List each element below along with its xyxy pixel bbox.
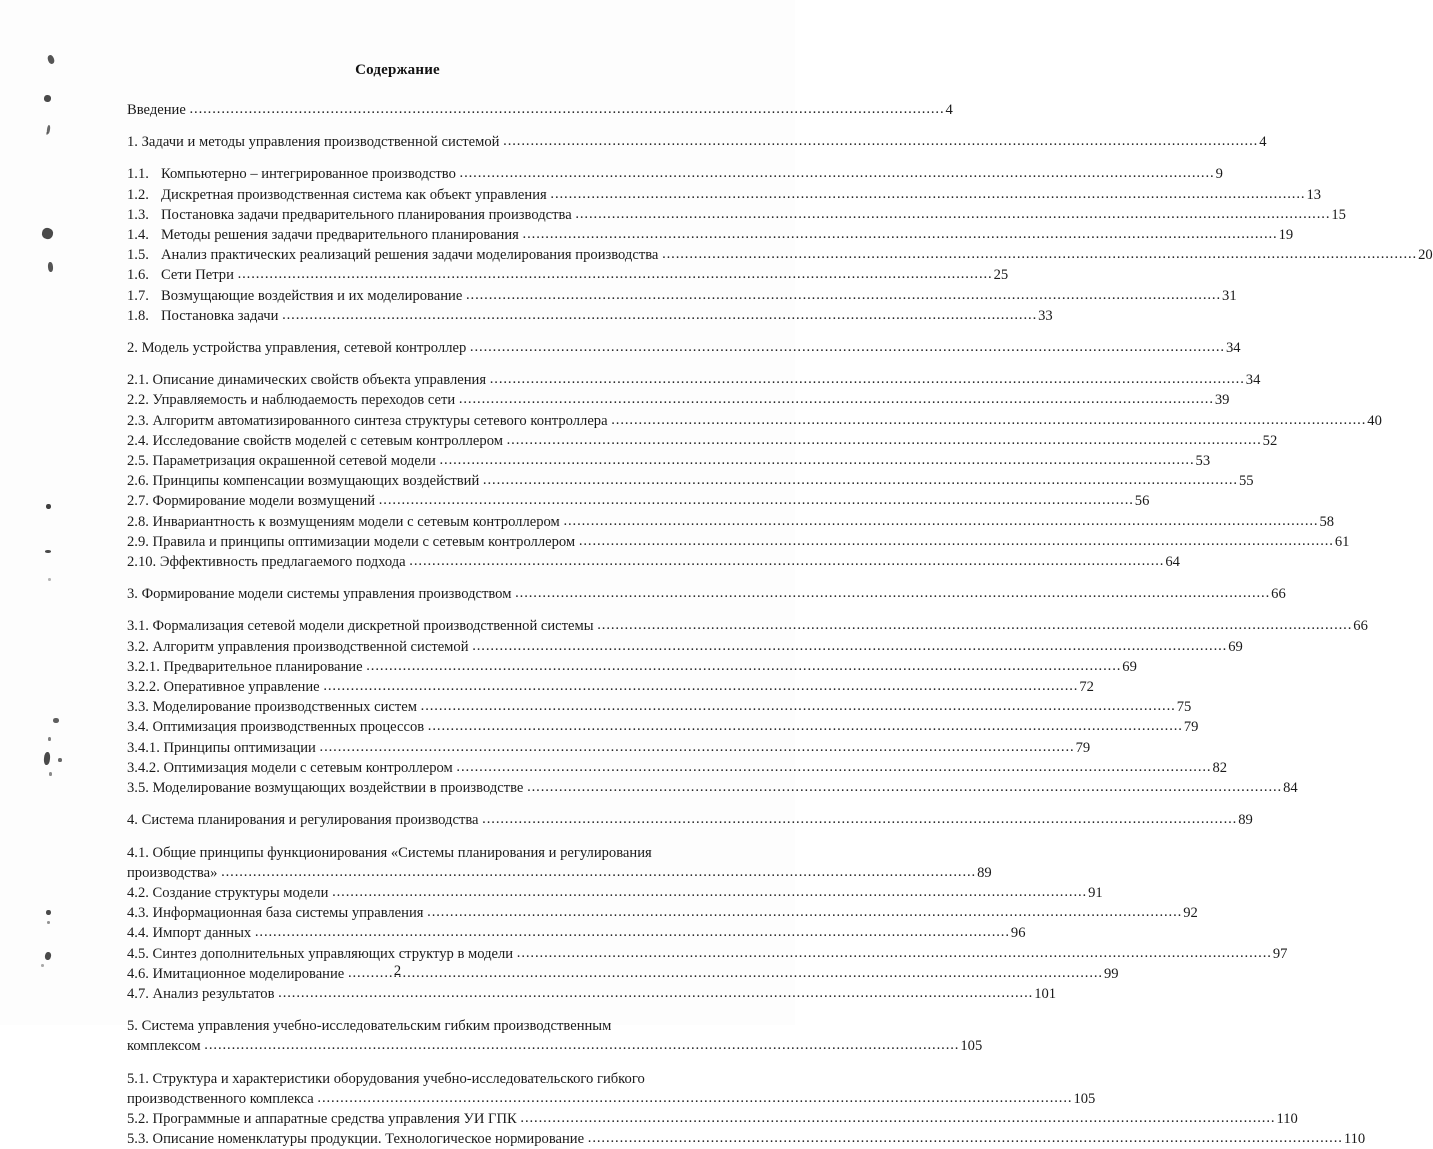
- toc-dot-leader: [490, 369, 1245, 389]
- toc-entry-label: Создание структуры модели: [152, 884, 329, 901]
- scan-speck: [46, 125, 50, 134]
- toc-entry-line: [127, 758, 1228, 778]
- toc-entry-line: [127, 390, 1230, 410]
- toc-entry-page: 15: [1331, 206, 1346, 223]
- toc-entry-page: 105: [1073, 1090, 1096, 1107]
- toc-entry[interactable]: [127, 286, 1237, 306]
- toc-entry-page: 19: [1278, 227, 1294, 244]
- toc-entry-label: Имитационное моделирование: [152, 965, 345, 982]
- toc-entry-number: 2.3.: [127, 412, 149, 429]
- toc-entry-line: [127, 903, 1198, 923]
- toc-entry-page: 89: [977, 864, 992, 881]
- toc-entry[interactable]: [127, 185, 1322, 205]
- toc-entry-page: 40: [1367, 412, 1382, 429]
- toc-dot-leader: [611, 410, 1366, 430]
- toc-entry-label: Формализация сетевой модели дискретной производственной системы: [152, 618, 594, 635]
- toc-entry-number: 5.1.: [127, 1070, 149, 1087]
- toc-entry-line: [127, 717, 1199, 737]
- toc-dot-leader: [563, 511, 1318, 531]
- toc-entry-page: 34: [1245, 372, 1261, 389]
- toc-entry-label: Модель устройства управления, сетевой контроллер: [141, 340, 467, 357]
- toc-entry[interactable]: [127, 923, 1026, 943]
- toc-entry-number: 1.8.: [127, 307, 149, 324]
- toc-entry-label: Управляемость и наблюдаемость переходов сети: [152, 392, 456, 409]
- toc-dot-leader: [421, 696, 1176, 716]
- toc-entry-page: 25: [993, 267, 1009, 284]
- toc-entry-line: [127, 411, 1382, 431]
- toc-entry-page: 110: [1343, 1131, 1366, 1148]
- toc-entry-number: 4.6.: [127, 965, 149, 982]
- toc-entry[interactable]: [127, 338, 1241, 358]
- toc-entry-number: 3.: [127, 586, 138, 603]
- toc-dot-leader: [503, 131, 1258, 151]
- toc-entry-number: 1.2.: [127, 186, 149, 203]
- toc-entry-number: 3.2.1.: [127, 658, 160, 675]
- toc-entry-label: Возмущающие воздействия и их моделирование: [161, 287, 463, 304]
- toc-entry-line: [127, 1016, 716, 1036]
- toc-entry[interactable]: [127, 512, 1335, 532]
- toc-dot-leader: [459, 389, 1214, 409]
- toc-dot-leader: [527, 777, 1282, 797]
- table-of-contents: [127, 100, 1433, 1149]
- toc-entry-page: 31: [1222, 287, 1237, 304]
- toc-entry-number: 3.4.2.: [127, 759, 160, 776]
- toc-entry-number: 4.7.: [127, 985, 149, 1002]
- toc-dot-leader: [238, 264, 993, 284]
- scan-speck: [53, 718, 59, 723]
- toc-dot-leader: [517, 943, 1272, 963]
- toc-dot-leader: [189, 99, 944, 119]
- toc-entry[interactable]: [127, 758, 1228, 778]
- toc-entry-number: 2.10.: [127, 554, 157, 571]
- toc-entry-label: Общие принципы функционирования «Системы планирования и регулирования: [152, 844, 652, 861]
- toc-dot-leader: [278, 983, 1033, 1003]
- toc-entry-label-cont: комплексом: [127, 1038, 201, 1055]
- toc-entry-number: 3.5.: [127, 780, 149, 797]
- toc-entry-page: 39: [1214, 392, 1230, 409]
- toc-entry-label: Импорт данных: [152, 925, 252, 942]
- toc-entry-label: Исследование свойств моделей с сетевым контроллером: [152, 432, 503, 449]
- toc-dot-leader: [588, 1128, 1343, 1148]
- toc-dot-leader: [575, 204, 1330, 224]
- toc-dot-leader: [662, 244, 1417, 264]
- toc-entry-number: 1.1.: [127, 166, 149, 183]
- toc-dot-leader: [466, 285, 1221, 305]
- toc-entry-page: 69: [1228, 638, 1243, 655]
- toc-entry-number: 3.4.: [127, 719, 149, 736]
- toc-entry[interactable]: [127, 616, 1368, 636]
- toc-entry[interactable]: [127, 132, 1267, 152]
- toc-entry-line: [127, 225, 1294, 245]
- toc-entry-number: 2.6.: [127, 473, 149, 490]
- toc-entry[interactable]: [127, 164, 1223, 184]
- scan-speck: [41, 227, 54, 240]
- toc-dot-leader: [507, 430, 1262, 450]
- toc-entry-label: Формирование модели системы управления производством: [141, 586, 512, 603]
- toc-entry-label: Сети Петри: [161, 267, 234, 284]
- toc-entry-page: 66: [1353, 618, 1368, 635]
- scan-speck: [46, 504, 51, 509]
- toc-entry-line: [127, 132, 1267, 152]
- toc-entry-line: [127, 491, 1150, 511]
- toc-entry-number: 3.4.1.: [127, 739, 160, 756]
- toc-entry-label: Синтез дополнительных управляющих структур в модели: [152, 945, 514, 962]
- toc-dot-leader: [470, 337, 1225, 357]
- toc-entry-number: 4.1.: [127, 844, 149, 861]
- toc-entry-page: 58: [1319, 513, 1335, 530]
- toc-entry-number: 1.7.: [127, 287, 149, 304]
- scan-speck: [44, 951, 52, 960]
- toc-dot-leader: [320, 737, 1075, 757]
- toc-entry[interactable]: [127, 205, 1346, 225]
- toc-entry-label: Моделирование производственных систем: [152, 699, 417, 716]
- toc-entry[interactable]: [127, 265, 1009, 285]
- toc-entry-line: [127, 738, 1091, 758]
- toc-entry-page: 79: [1183, 719, 1199, 736]
- toc-entry-line: [127, 431, 1278, 451]
- toc-entry-label: Алгоритм автоматизированного синтеза структуры сетевого контроллера: [152, 412, 608, 429]
- toc-entry-label: Принципы компенсации возмущающих воздействий: [152, 473, 480, 490]
- toc-entry-line: [127, 863, 992, 883]
- toc-entry-number: 4.3.: [127, 905, 149, 922]
- toc-dot-leader: [221, 862, 976, 882]
- toc-entry-page: 92: [1183, 905, 1198, 922]
- toc-entry-page: 82: [1212, 759, 1228, 776]
- toc-dot-leader: [460, 163, 1215, 183]
- toc-entry[interactable]: [127, 431, 1278, 451]
- toc-entry[interactable]: [127, 637, 1243, 657]
- toc-entry-label: Моделирование возмущающих воздействии в производстве: [152, 780, 524, 797]
- toc-dot-leader: [428, 716, 1183, 736]
- toc-entry-page: 52: [1262, 432, 1278, 449]
- toc-entry-page: 34: [1225, 340, 1241, 357]
- toc-entry-label: Оптимизация модели с сетевым контроллером: [163, 759, 453, 776]
- toc-entry-label: Методы решения задачи предварительного планирования: [161, 227, 519, 244]
- toc-entry-page: 13: [1306, 186, 1322, 203]
- toc-entry-label: Инвариантность к возмущениям модели с сетевым контроллером: [152, 513, 560, 530]
- toc-entry-line: [127, 286, 1237, 306]
- toc-entry-number: 2.7.: [127, 493, 149, 510]
- toc-dot-leader: [366, 656, 1121, 676]
- toc-entry-page: 84: [1283, 780, 1298, 797]
- toc-entry-page: 55: [1238, 473, 1254, 490]
- toc-entry-number: 1.3.: [127, 206, 149, 223]
- toc-entry[interactable]: [127, 370, 1261, 390]
- toc-dot-leader: [520, 1108, 1275, 1128]
- toc-entry-label: Дискретная производственная система как объект управления: [161, 186, 547, 203]
- toc-entry[interactable]: [127, 677, 1094, 697]
- toc-entry-label: Постановка задачи: [161, 307, 279, 324]
- toc-entry[interactable]: [127, 984, 1057, 1004]
- toc-entry-label-cont: производственного комплекса: [127, 1090, 314, 1107]
- toc-entry-label: Правила и принципы оптимизации модели с сетевым контроллером: [152, 533, 576, 550]
- toc-entry-number: 2.9.: [127, 533, 149, 550]
- toc-entry-number: 4.5.: [127, 945, 149, 962]
- scan-speck: [43, 752, 50, 765]
- toc-entry-page: 91: [1088, 884, 1103, 901]
- scan-speck: [47, 921, 50, 924]
- scan-speck: [43, 94, 51, 102]
- toc-entry-line: [127, 100, 953, 120]
- toc-entry[interactable]: [127, 225, 1294, 245]
- toc-entry[interactable]: [127, 491, 1150, 511]
- toc-entry[interactable]: [127, 411, 1382, 431]
- toc-entry-label: Формирование модели возмущений: [152, 493, 376, 510]
- toc-entry[interactable]: [127, 100, 953, 120]
- toc-dot-leader: [472, 636, 1227, 656]
- toc-entry-line: [127, 677, 1094, 697]
- toc-entry-label: Анализ результатов: [152, 985, 275, 1002]
- toc-entry-label: Оперативное управление: [163, 679, 320, 696]
- toc-dot-leader: [317, 1088, 1072, 1108]
- toc-entry-page: 96: [1010, 925, 1026, 942]
- toc-entry-number: 3.2.2.: [127, 679, 160, 696]
- toc-entry-page: 61: [1334, 533, 1350, 550]
- toc-entry[interactable]: [127, 1069, 1096, 1109]
- toc-entry-page: 75: [1176, 699, 1192, 716]
- toc-dot-leader: [482, 809, 1237, 829]
- toc-entry[interactable]: [127, 738, 1091, 758]
- toc-entry-page: 4: [1259, 134, 1267, 151]
- scan-speck: [48, 737, 51, 741]
- toc-entry-label: Система управления учебно-исследовательским гибким производственным: [141, 1018, 612, 1035]
- toc-entry-page: 97: [1272, 945, 1288, 962]
- scan-artifacts: [0, 0, 120, 1025]
- toc-entry-number: 2.5.: [127, 453, 149, 470]
- toc-entry-label: Постановка задачи предварительного планирования производства: [161, 206, 572, 223]
- toc-entry[interactable]: [127, 390, 1230, 410]
- toc-dot-leader: [483, 470, 1238, 490]
- toc-dot-leader: [282, 305, 1037, 325]
- toc-entry-page: 20: [1418, 247, 1433, 264]
- toc-entry-line: [127, 185, 1322, 205]
- toc-entry-line: [127, 265, 1009, 285]
- toc-entry-number: 2.2.: [127, 392, 149, 409]
- toc-dot-leader: [523, 224, 1278, 244]
- toc-entry-label: Принципы оптимизации: [163, 739, 316, 756]
- toc-entry-page: 56: [1134, 493, 1150, 510]
- scan-speck: [46, 910, 51, 915]
- toc-entry-label: Алгоритм управления производственной системой: [152, 638, 469, 655]
- toc-entry[interactable]: [127, 1109, 1298, 1129]
- toc-entry[interactable]: [127, 944, 1288, 964]
- toc-entry-label: Система планирования и регулирования производства: [141, 812, 479, 829]
- toc-entry[interactable]: [127, 883, 1103, 903]
- scan-speck: [58, 758, 62, 762]
- toc-entry-line: [127, 1089, 1096, 1109]
- toc-entry-line: [127, 1036, 983, 1056]
- toc-entry-page: 105: [960, 1038, 983, 1055]
- toc-entry-number: 3.1.: [127, 618, 149, 635]
- toc-entry[interactable]: [127, 532, 1350, 552]
- toc-entry-label: Введение: [127, 102, 186, 118]
- toc-entry[interactable]: [127, 245, 1433, 265]
- toc-dot-leader: [409, 551, 1164, 571]
- toc-entry-line: [127, 883, 1103, 903]
- toc-dot-leader: [439, 450, 1194, 470]
- toc-entry-number: 1.6.: [127, 267, 149, 284]
- toc-entry-page: 9: [1215, 166, 1223, 183]
- toc-entry-line: [127, 984, 1057, 1004]
- toc-entry-page: 89: [1238, 812, 1253, 829]
- toc-entry-line: [127, 338, 1241, 358]
- toc-entry-line: [127, 164, 1223, 184]
- toc-dot-leader: [550, 184, 1305, 204]
- toc-entry-number: 5.2.: [127, 1110, 149, 1127]
- toc-entry-label: Описание динамических свойств объекта управления: [152, 372, 487, 389]
- toc-entry[interactable]: [127, 903, 1198, 923]
- toc-entry-line: [127, 657, 1137, 677]
- toc-entry-page: 66: [1271, 586, 1286, 603]
- toc-entry-number: 2.: [127, 340, 138, 357]
- toc-entry-number: 5.3.: [127, 1131, 149, 1148]
- toc-dot-leader: [255, 922, 1010, 942]
- toc-entry-number: 3.3.: [127, 699, 149, 716]
- toc-entry[interactable]: [127, 843, 992, 883]
- toc-entry-number: 5.: [127, 1018, 138, 1035]
- toc-entry-line: [127, 471, 1254, 491]
- toc-dot-leader: [323, 676, 1078, 696]
- toc-entry-line: [127, 306, 1053, 326]
- toc-entry-label: Предварительное планирование: [163, 658, 363, 675]
- toc-entry-number: 1.4.: [127, 227, 149, 244]
- toc-entry[interactable]: [127, 810, 1253, 830]
- toc-entry[interactable]: [127, 451, 1211, 471]
- toc-entry-page: 99: [1103, 965, 1119, 982]
- toc-dot-leader: [579, 531, 1334, 551]
- toc-entry-label: Структура и характеристики оборудования учебно-исследовательского гибкого: [152, 1070, 645, 1087]
- toc-entry-page: 72: [1079, 679, 1094, 696]
- toc-entry-line: [127, 1069, 716, 1089]
- toc-entry-line: [127, 245, 1433, 265]
- toc-entry-line: [127, 512, 1335, 532]
- toc-entry-label: Компьютерно – интегрированное производство: [161, 166, 456, 183]
- toc-entry-number: 4.: [127, 812, 138, 829]
- toc-entry-number: 1.: [127, 134, 138, 151]
- toc-entry-line: [127, 923, 1026, 943]
- toc-entry-label: Описание номенклатуры продукции. Технологическое нормирование: [152, 1131, 585, 1148]
- toc-entry-label: Анализ практических реализаций решения задачи моделирования производства: [161, 247, 659, 264]
- toc-entry-line: [127, 584, 1286, 604]
- scan-speck: [45, 550, 51, 553]
- toc-dot-leader: [597, 615, 1352, 635]
- toc-entry-line: [127, 637, 1243, 657]
- toc-entry[interactable]: [127, 717, 1199, 737]
- toc-entry[interactable]: [127, 584, 1286, 604]
- toc-entry-page: 69: [1122, 658, 1137, 675]
- toc-entry-label: Информационная база системы управления: [152, 905, 424, 922]
- scan-speck: [49, 772, 52, 776]
- toc-entry-line: [127, 843, 716, 863]
- toc-dot-leader: [515, 583, 1270, 603]
- scan-speck: [46, 132, 48, 135]
- toc-entry-page: 4: [945, 102, 953, 118]
- toc-entry-label: Программные и аппаратные средства управления УИ ГПК: [152, 1110, 517, 1127]
- toc-entry-label: Параметризация окрашенной сетевой модели: [152, 453, 436, 470]
- toc-entry-line: [127, 1109, 1298, 1129]
- toc-entry-number: 2.4.: [127, 432, 149, 449]
- toc-entry-line: [127, 552, 1180, 572]
- toc-entry-line: [127, 944, 1288, 964]
- toc-entry-page: 79: [1075, 739, 1091, 756]
- toc-entry-number: 1.5.: [127, 247, 149, 264]
- scan-speck: [48, 578, 51, 581]
- toc-entry[interactable]: [127, 657, 1137, 677]
- toc-entry-line: [127, 810, 1253, 830]
- toc-entry[interactable]: [127, 552, 1180, 572]
- toc-entry-line: [127, 370, 1261, 390]
- toc-entry-page: 110: [1276, 1110, 1298, 1127]
- toc-entry-number: 4.2.: [127, 884, 149, 901]
- toc-entry[interactable]: [127, 697, 1192, 717]
- toc-entry-line: [127, 778, 1298, 798]
- page-number: 2: [393, 963, 402, 979]
- toc-entry-line: [127, 616, 1368, 636]
- toc-entry[interactable]: [127, 1129, 1366, 1149]
- toc-entry-number: 2.8.: [127, 513, 149, 530]
- page-title: Содержание: [355, 62, 440, 78]
- toc-entry-label: Задачи и методы управления производственной системой: [141, 134, 500, 151]
- toc-entry[interactable]: [127, 778, 1298, 798]
- toc-dot-leader: [332, 882, 1087, 902]
- toc-entry-number: 4.4.: [127, 925, 149, 942]
- toc-entry[interactable]: [127, 471, 1254, 491]
- toc-dot-leader: [204, 1035, 959, 1055]
- toc-dot-leader: [456, 757, 1211, 777]
- scan-speck: [48, 262, 54, 272]
- toc-entry-line: [127, 697, 1192, 717]
- toc-entry-line: [127, 205, 1346, 225]
- toc-entry-label-cont: производства»: [127, 864, 218, 881]
- toc-dot-leader: [427, 902, 1182, 922]
- toc-entry-page: 33: [1038, 307, 1053, 324]
- toc-entry[interactable]: [127, 1016, 983, 1056]
- toc-entry-label: Оптимизация производственных процессов: [152, 719, 425, 736]
- toc-entry-line: [127, 1129, 1366, 1149]
- toc-entry-number: 2.1.: [127, 372, 149, 389]
- toc-entry-page: 64: [1165, 554, 1180, 571]
- toc-entry-page: 53: [1195, 453, 1211, 470]
- toc-entry-page: 101: [1034, 985, 1057, 1002]
- toc-entry-line: [127, 532, 1350, 552]
- toc-dot-leader: [379, 490, 1134, 510]
- toc-entry[interactable]: [127, 306, 1053, 326]
- toc-entry-label: Эффективность предлагаемого подхода: [159, 554, 406, 571]
- toc-entry-line: [127, 451, 1211, 471]
- toc-entry-number: 3.2.: [127, 638, 149, 655]
